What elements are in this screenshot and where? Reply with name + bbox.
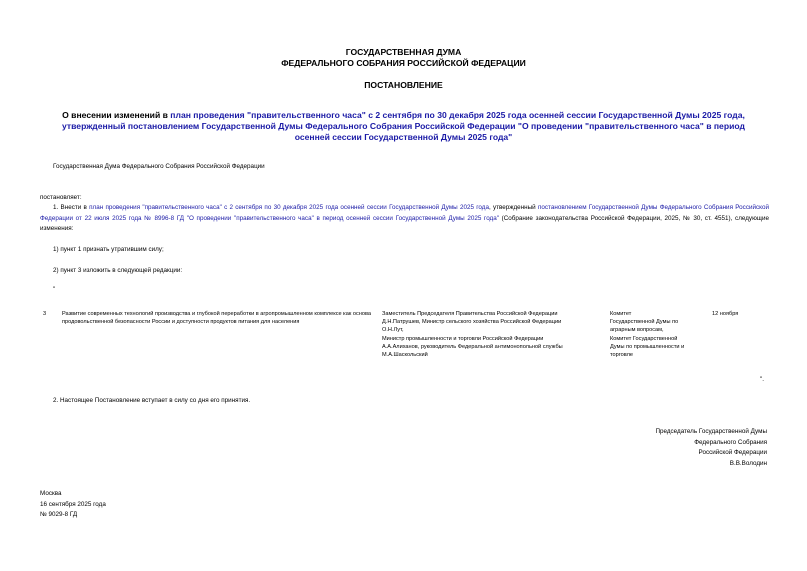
document-title xyxy=(48,110,759,143)
paragraph-2: 2. Настоящее Постановление вступает в силу со дня его принятия. xyxy=(53,397,251,404)
open-quote: " xyxy=(53,286,56,293)
item-2: 2) пункт 3 изложить в следующей редакции: xyxy=(53,267,183,274)
footer-number: № 9029-8 ГД xyxy=(40,511,78,518)
signature-block: Председатель Государственной Думы Федерального Собрания Российской Федерации В.В.Володин xyxy=(467,427,767,469)
signatory-name: В.В.Володин xyxy=(729,459,767,467)
title-prefix: О внесении изменений в xyxy=(62,110,171,120)
resolves: постановляет: xyxy=(40,194,82,201)
resolution-link[interactable]: постановлением Государственной Думы Федерального Собрания Российской Федерации от 22 июля 2025 года № 8996-8 ГД "О проведении "правительственного часа" в период осенней сессии Государственной Думы 2025 года" xyxy=(40,204,769,222)
doc-type: ПОСТАНОВЛЕНИЕ xyxy=(364,80,443,90)
footer xyxy=(40,489,106,521)
row-date: 12 ноября xyxy=(712,311,739,317)
issuer: Государственная Дума Федерального Собрания Российской Федерации xyxy=(53,163,265,170)
row-speakers: Заместитель Председателя Правительства Российской Федерации Д.Н.Патрушев, Министр сельского хозяйства Российской Федерации О.Н.Лут, Министр промышленности и торговли Российской Федерации А.А.Алиханов, руководитель Федеральной антимонопольной службы М.А.Шаскольский xyxy=(382,311,563,359)
header-line-2: ФЕДЕРАЛЬНОГО СОБРАНИЯ РОССИЙСКОЙ ФЕДЕРАЦИИ xyxy=(281,58,526,68)
plan-link[interactable]: план проведения "правительственного часа" с 2 сентября по 30 декабря 2025 года осенней сессии Государственной Думы 2025 года xyxy=(89,204,489,211)
row-number: 3 xyxy=(43,311,47,317)
paragraph-1: 1. Внести в план проведения "правительственного часа" с 2 сентября по 30 декабря 2025 года осенней сессии Государственной Думы 2025 года, утвержденный постановлением Государственной Думы Федерального Собрания Российской Федерации от 22 июля 2025 года № 8996-8 ГД "О проведении "правительственного часа" в период осенней сессии Государственной Думы 2025 года" (Собрание законодательства Российской Федерации, 2025, № 30, ст. 4551), следующие изменения: xyxy=(40,204,769,232)
item-1: 1) пункт 1 признать утратившим силу; xyxy=(53,246,164,253)
row-topic: Развитие современных технологий производства и глубокой переработки в агропромышленном комплексе как основа продовольственной безопасности России и доступности продуктов питания для населения xyxy=(62,311,371,326)
footer-date: 16 сентября 2025 года xyxy=(40,500,106,508)
close-quote: ". xyxy=(760,376,764,383)
title-link[interactable]: план проведения "правительственного часа" с 2 сентября по 30 декабря 2025 года осенней сессии Государственной Думы 2025 года, утвержденный постановлением Государственной Думы Федерального Собрания Российской Федерации "О проведении "правительственного часа" в период осенней сессии Государственной Думы 2025 года" xyxy=(62,110,745,142)
row-committee: Комитет Государственной Думы по аграрным вопросам, Комитет Государственной Думы по промышленности и торговле xyxy=(610,311,685,359)
footer-city: Москва xyxy=(40,490,62,497)
header-line-1: ГОСУДАРСТВЕННАЯ ДУМА xyxy=(345,47,462,57)
